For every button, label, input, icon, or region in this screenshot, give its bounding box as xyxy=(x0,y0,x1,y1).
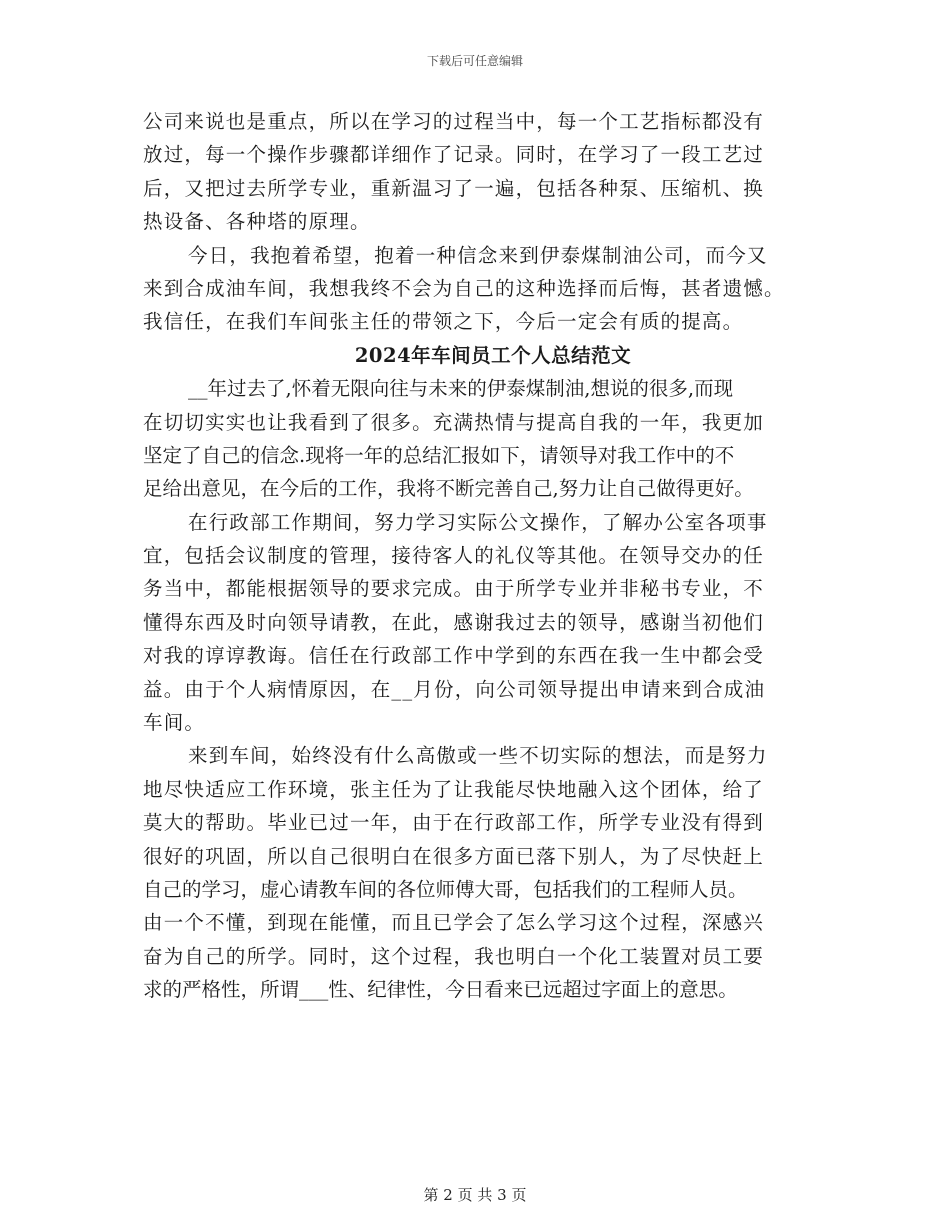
body-line: 热设备、各种塔的原理。 xyxy=(143,210,371,234)
body-line: 自己的学习，虚心请教车间的各位师傅大哥，包括我们的工程师人员。 xyxy=(143,877,748,901)
section-title: 2024年车间员工个人总结范文 xyxy=(354,343,632,367)
body-line: 地尽快适应工作环境，张主任为了让我能尽快地融入这个团体，给了 xyxy=(143,777,765,801)
body-line: 来到合成油车间，我想我终不会为自己的这种选择而后悔，甚者遗憾。 xyxy=(143,276,785,300)
body-line: 坚定了自己的信念.现将一年的总结汇报如下，请领导对我工作中的不 xyxy=(143,443,735,467)
body-line: __年过去了,怀着无限向往与未来的伊泰煤制油,想说的很多,而现 xyxy=(188,377,734,401)
body-line: 今日，我抱着希望，抱着一种信念来到伊泰煤制油公司，而今又 xyxy=(188,243,768,267)
body-line: 奋为自己的所学。同时，这个过程，我也明白一个化工装置对员工要 xyxy=(143,944,765,968)
body-line: 公司来说也是重点，所以在学习的过程当中，每一个工艺指标都没有 xyxy=(143,110,765,133)
body-line: 对我的谆谆教诲。信任在行政部工作中学到的东西在我一生中都会受 xyxy=(143,644,765,668)
body-line: 我信任，在我们车间张主任的带领之下，今后一定会有质的提高。 xyxy=(143,310,744,334)
body-line: 车间。 xyxy=(143,711,206,735)
body-line: 求的严格性，所谓___性、纪律性，今日看来已远超过字面上的意思。 xyxy=(143,978,738,1002)
page-indicator: 第 2 页 共 3 页 xyxy=(423,1186,527,1204)
body-line: 足给出意见，在今后的工作，我将不断完善自己,努力让自己做得更好。 xyxy=(143,477,754,501)
body-line: 来到车间，始终没有什么高傲或一些不切实际的想法，而是努力 xyxy=(188,744,768,768)
body-line: 很好的巩固，所以自己很明白在很多方面已落下别人，为了尽快赶上 xyxy=(143,844,765,868)
body-line: 莫大的帮助。毕业已过一年，由于在行政部工作，所学专业没有得到 xyxy=(143,811,765,835)
body-line: 务当中，都能根据领导的要求完成。由于所学专业并非秘书专业，不 xyxy=(143,577,765,601)
document-body xyxy=(143,105,823,1007)
body-line: 益。由于个人病情原因，在__月份，向公司领导提出申请来到合成油 xyxy=(143,677,766,701)
body-line: 在行政部工作期间，努力学习实际公文操作，了解办公室各项事 xyxy=(188,510,768,534)
body-line: 由一个不懂，到现在能懂，而且已学会了怎么学习这个过程，深感兴 xyxy=(143,911,765,935)
body-line: 宜，包括会议制度的管理，接待客人的礼仪等其他。在领导交办的任 xyxy=(143,544,765,568)
body-line: 懂得东西及时向领导请教，在此，感谢我过去的领导，感谢当初他们 xyxy=(143,610,765,634)
header-note: 下载后可任意编辑 xyxy=(426,54,523,68)
body-line: 放过，每一个操作步骤都详细作了记录。同时，在学习了一段工艺过 xyxy=(143,143,765,167)
body-line: 在切切实实也让我看到了很多。充满热情与提高自我的一年，我更加 xyxy=(143,410,765,434)
body-line: 后，又把过去所学专业，重新温习了一遍，包括各种泵、压缩机、换 xyxy=(143,176,765,200)
